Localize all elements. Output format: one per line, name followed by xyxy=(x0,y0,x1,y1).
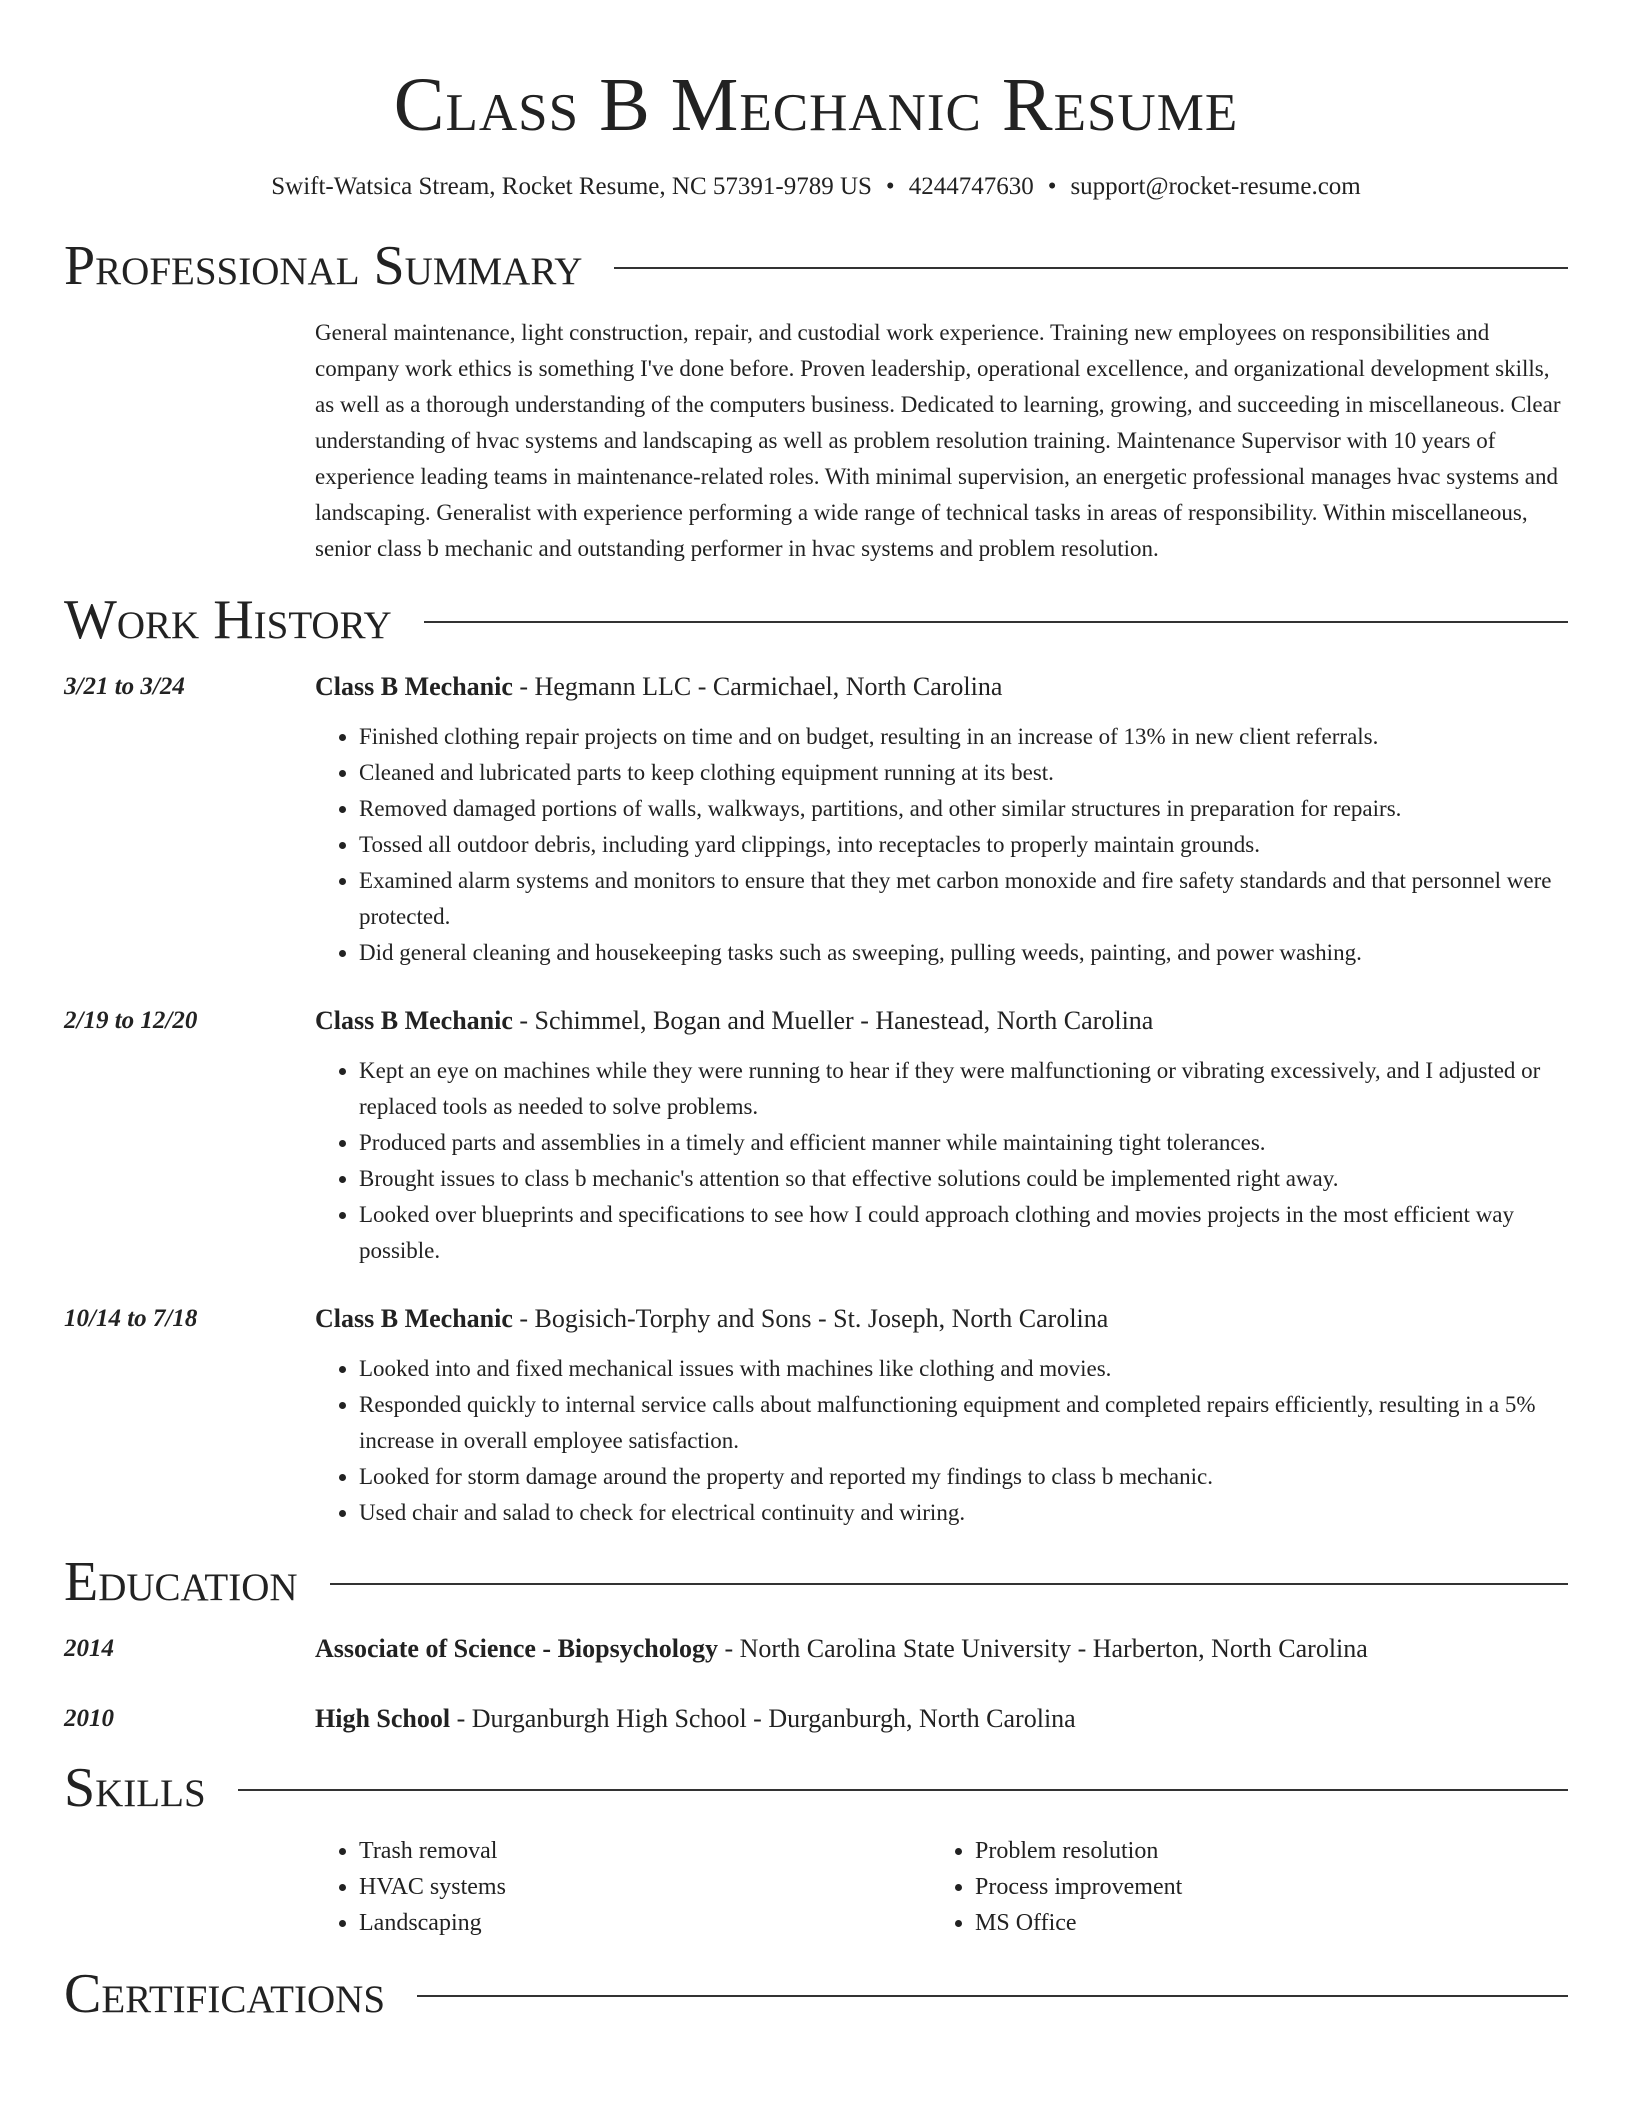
list-item: • Removed damaged portions of walls, walkways, partitions, and other similar structures in preparation for repairs. xyxy=(359,791,1568,827)
job-body xyxy=(315,669,1568,971)
list-item: • Did general cleaning and housekeeping tasks such as sweeping, pulling weeds, painting, and power washing. xyxy=(359,935,1568,971)
summary-section xyxy=(64,231,1568,567)
job-heading xyxy=(315,1003,1568,1039)
section-divider xyxy=(614,267,1568,269)
list-item: • Produced parts and assemblies in a timely and efficient manner while maintaining tight tolerances. xyxy=(359,1125,1568,1161)
contact-email: support@rocket-resume.com xyxy=(1070,173,1361,200)
list-item: • Examined alarm systems and monitors to ensure that they met carbon monoxide and fire safety standards and that personnel were protected. xyxy=(359,863,1568,935)
job-entry xyxy=(64,1301,1568,1531)
list-item: • Kept an eye on machines while they were running to hear if they were malfunctioning or vibrating excessively, and I adjusted or replaced tools as needed to solve problems. xyxy=(359,1053,1568,1125)
skill-item: • Process improvement xyxy=(975,1869,1547,1905)
list-item: • Brought issues to class b mechanic's attention so that effective solutions could be implemented right away. xyxy=(359,1161,1568,1197)
job-dates: 2/19 to 12/20 xyxy=(64,1007,198,1034)
resume-title: Class B Mechanic Resume xyxy=(393,63,1239,147)
job-body xyxy=(315,1301,1568,1531)
education-section xyxy=(64,1547,1568,1737)
education-heading xyxy=(315,1701,1568,1737)
list-item: • Responded quickly to internal service calls about malfunctioning equipment and completed repairs efficiently, resulting in a 5% increase in overall employee satisfaction. xyxy=(359,1387,1568,1459)
section-title-skills: Skills xyxy=(64,1757,206,1819)
contact-phone: 4244747630 xyxy=(908,173,1034,200)
job-employer: - Schimmel, Bogan and Mueller - Hanestead, North Carolina xyxy=(512,1006,1154,1035)
list-item: • Looked over blueprints and specifications to see how I could approach clothing and movies projects in the most efficient way possible. xyxy=(359,1197,1568,1269)
skills-section xyxy=(64,1753,1568,1941)
job-body xyxy=(315,1003,1568,1269)
skills-list-left xyxy=(315,1833,931,1941)
job-heading xyxy=(315,669,1568,705)
section-divider xyxy=(238,1789,1568,1791)
education-school: - Durganburgh High School - Durganburgh, North Carolina xyxy=(450,1704,1076,1733)
job-bullets xyxy=(315,719,1568,971)
education-body xyxy=(315,1701,1568,1737)
section-divider xyxy=(424,621,1568,623)
contact-separator: • xyxy=(885,173,895,200)
job-heading xyxy=(315,1301,1568,1337)
section-header xyxy=(64,1753,1568,1823)
job-bullets xyxy=(315,1053,1568,1269)
skill-item: • Problem resolution xyxy=(975,1833,1547,1869)
job-bullets xyxy=(315,1351,1568,1531)
contact-separator: • xyxy=(1047,173,1057,200)
skill-item: • Landscaping xyxy=(359,1905,931,1941)
section-header xyxy=(64,1959,1568,2029)
section-divider xyxy=(330,1583,1568,1585)
job-employer: - Hegmann LLC - Carmichael, North Carolina xyxy=(512,672,1003,701)
job-entry xyxy=(64,1003,1568,1269)
section-title-certifications: Certifications xyxy=(64,1963,386,2025)
education-entry xyxy=(64,1701,1568,1737)
list-item: • Finished clothing repair projects on time and on budget, resulting in an increase of 13% in new client referrals. xyxy=(359,719,1568,755)
job-role: Class B Mechanic xyxy=(315,1304,513,1333)
education-degree: High School xyxy=(315,1704,451,1733)
list-item: • Tossed all outdoor debris, including yard clippings, into receptacles to properly maintain grounds. xyxy=(359,827,1568,863)
skills-columns xyxy=(315,1833,1568,1941)
job-dates: 10/14 to 7/18 xyxy=(64,1305,198,1332)
job-entry xyxy=(64,669,1568,971)
education-entry xyxy=(64,1631,1568,1667)
education-year: 2010 xyxy=(64,1705,114,1732)
skill-item: • Trash removal xyxy=(359,1833,931,1869)
section-header xyxy=(64,1547,1568,1617)
job-dates: 3/21 to 3/24 xyxy=(64,673,185,700)
job-role: Class B Mechanic xyxy=(315,672,513,701)
education-school: - North Carolina State University - Harberton, North Carolina xyxy=(717,1634,1368,1663)
job-employer: - Bogisich-Torphy and Sons - St. Joseph, North Carolina xyxy=(512,1304,1109,1333)
education-heading xyxy=(315,1631,1568,1667)
section-title-work-history: Work History xyxy=(64,589,392,651)
list-item: • Cleaned and lubricated parts to keep clothing equipment running at its best. xyxy=(359,755,1568,791)
certifications-section xyxy=(64,1959,1568,2029)
section-divider xyxy=(417,1995,1568,1997)
skills-list-right xyxy=(931,1833,1547,1941)
education-degree: Associate of Science - Biopsychology xyxy=(315,1634,718,1663)
section-header xyxy=(64,585,1568,655)
education-year: 2014 xyxy=(64,1635,114,1662)
contact-line xyxy=(64,170,1568,204)
section-header xyxy=(64,231,1568,301)
section-title-summary: Professional Summary xyxy=(64,235,583,297)
skill-item: • HVAC systems xyxy=(359,1869,931,1905)
list-item: • Used chair and salad to check for electrical continuity and wiring. xyxy=(359,1495,1568,1531)
list-item: • Looked into and fixed mechanical issues with machines like clothing and movies. xyxy=(359,1351,1568,1387)
work-history-section xyxy=(64,585,1568,1531)
resume-page xyxy=(64,0,1568,2029)
list-item: • Looked for storm damage around the property and reported my findings to class b mechanic. xyxy=(359,1459,1568,1495)
summary-text: General maintenance, light construction, repair, and custodial work experience. Training new employees on responsibilities and company work ethics is something I've done before. Proven leadership, operational excellence, and organizational development skills, as well as a thorough understanding of the computers business. Dedicated to learning, growing, and succeeding in miscellaneous. Clear understanding of hvac systems and landscaping as well as problem resolution training. Maintenance Supervisor with 10 years of experience leading teams in maintenance-related roles. With minimal supervision, an energetic professional manages hvac systems and landscaping. Generalist with experience performing a wide range of technical tasks in areas of responsibility. Within miscellaneous, senior class b mechanic and outstanding performer in hvac systems and problem resolution. xyxy=(315,320,1561,561)
section-title-education: Education xyxy=(64,1551,298,1613)
job-role: Class B Mechanic xyxy=(315,1006,513,1035)
skill-item: • MS Office xyxy=(975,1905,1547,1941)
contact-address: Swift-Watsica Stream, Rocket Resume, NC 57391-9789 US xyxy=(271,173,872,200)
education-body xyxy=(315,1631,1568,1667)
